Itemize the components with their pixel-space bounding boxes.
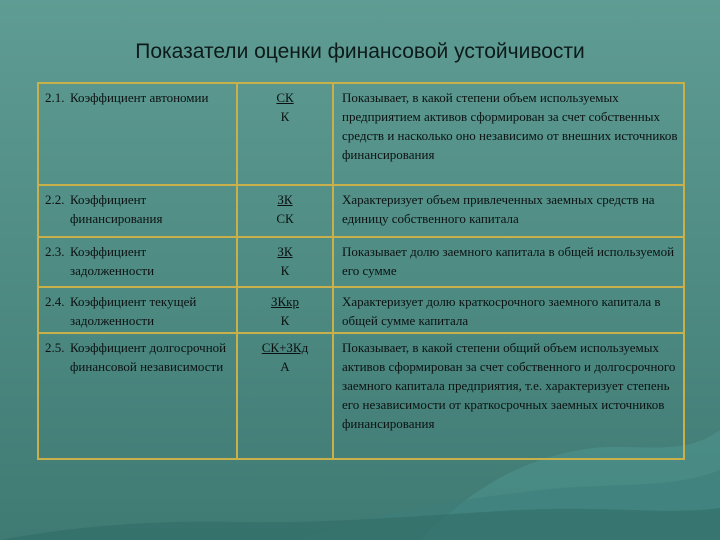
indicators-table xyxy=(37,82,685,460)
indicator-description: Характеризует объем привлеченных заемных средств на единицу собственного капитала xyxy=(333,185,684,237)
indicator-name-cell xyxy=(38,185,237,237)
formula-numerator: ЗК xyxy=(277,192,293,207)
indicator-name: Коэффициент текущей задолженности xyxy=(70,294,197,328)
indicator-name-cell xyxy=(38,333,237,459)
table-row xyxy=(38,287,684,333)
indicator-name: Коэффициент автономии xyxy=(70,90,209,105)
indicator-number: 2.1. xyxy=(45,90,65,105)
indicator-description: Характеризует долю краткосрочного заемного капитала в общей сумме капитала xyxy=(333,287,684,333)
indicator-number: 2.4. xyxy=(45,294,65,309)
indicator-number: 2.3. xyxy=(45,244,65,259)
indicator-description: Показывает, в какой степени объем используемых предприятием активов сформирован за счет собственных средств и насколько оно независимо от внешних источников финансирования xyxy=(333,83,684,185)
formula-cell xyxy=(237,185,333,237)
indicator-name-cell xyxy=(38,83,237,185)
indicator-name: Коэффициент финансирования xyxy=(70,192,163,226)
formula-numerator: ЗКкр xyxy=(271,294,299,309)
indicator-name: Коэффициент долгосрочной финансовой независимости xyxy=(70,340,227,374)
table-row xyxy=(38,185,684,237)
formula-cell xyxy=(237,83,333,185)
formula-numerator: ЗК xyxy=(277,244,293,259)
indicator-name-cell xyxy=(38,287,237,333)
indicator-number: 2.5. xyxy=(45,340,65,355)
table-row xyxy=(38,83,684,185)
formula-numerator: СК+ЗКд xyxy=(261,340,309,355)
slide-title: Показатели оценки финансовой устойчивости xyxy=(135,40,585,63)
indicator-description: Показывает долю заемного капитала в общей используемой его сумме xyxy=(333,237,684,287)
table-row xyxy=(38,237,684,287)
formula-denominator: К xyxy=(280,263,290,278)
indicator-number: 2.2. xyxy=(45,192,65,207)
formula-cell xyxy=(237,287,333,333)
indicator-name-cell xyxy=(38,237,237,287)
formula-denominator: СК xyxy=(276,211,294,226)
formula-cell xyxy=(237,333,333,459)
formula-denominator: А xyxy=(280,359,290,374)
table-row xyxy=(38,333,684,459)
indicator-description: Показывает, в какой степени общий объем используемых активов сформирован за счет собственного и долгосрочного заемного капитала предприятия, т.е. характеризует степень его независимости от краткосрочных заемных источников финансирования xyxy=(333,333,684,459)
formula-numerator: СК xyxy=(276,90,294,105)
formula-denominator: К xyxy=(280,313,290,328)
indicator-name: Коэффициент задолженности xyxy=(70,244,155,278)
formula-cell xyxy=(237,237,333,287)
formula-denominator: К xyxy=(280,109,290,124)
